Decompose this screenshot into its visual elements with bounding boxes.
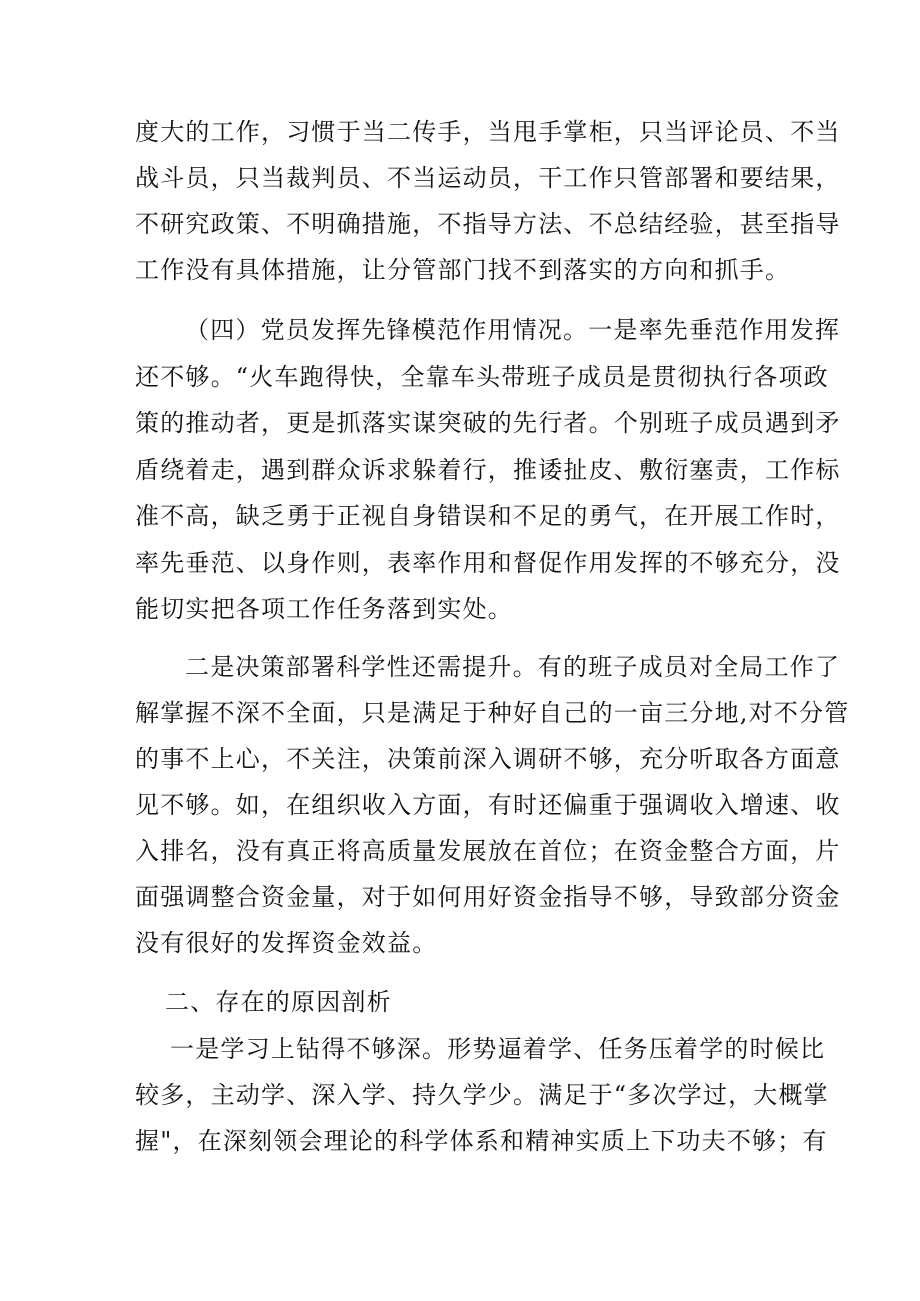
section-title: 二、存在的原因剖析 [165, 988, 392, 1016]
text-line: 盾绕着走，遇到群众诉求躲着行，推诿扯皮、敷衍塞责，工作标 [135, 456, 841, 484]
text-line: 面强调整合资金量，对于如何用好资金指导不够，导致部分资金 [135, 883, 841, 911]
text-line: 率先垂范、以身作则，表率作用和督促作用发挥的不够充分，没 [135, 549, 841, 577]
text-line: 入排名，没有真正将高质量发展放在首位；在资金整合方面，片 [135, 837, 841, 865]
section-heading-line: （四）党员发挥先锋模范作用情况。一是率先垂范作用发挥 [185, 316, 841, 344]
text-line: 没有很好的发挥资金效益。 [135, 929, 438, 957]
text-line: 工作没有具体措施，让分管部门找不到落实的方向和抓手。 [135, 256, 791, 284]
text-line: 不研究政策、不明确措施，不指导方法、不总结经验，甚至指导 [135, 210, 841, 238]
text-line: 度大的工作，习惯于当二传手，当甩手掌柜，只当评论员、不当 [135, 118, 841, 146]
paragraph-start-line: 一是学习上钻得不够深。形势逼着学、任务压着学的时候比 [170, 1035, 826, 1063]
text-line: 能切实把各项工作任务落到实处。 [135, 595, 513, 623]
text-line: 握"，在深刻领会理论的科学体系和精神实质上下功夫不够；有 [135, 1127, 828, 1155]
text-line: 见不够。如，在组织收入方面，有时还偏重于强调收入增速、收 [135, 791, 841, 819]
text-line: 还不够。“火车跑得快，全靠车头带班子成员是贯彻执行各项政 [135, 363, 829, 391]
text-line: 策的推动者，更是抓落实谋突破的先行者。个别班子成员遇到矛 [135, 409, 841, 437]
text-line: 的事不上心，不关注，决策前深入调研不够，充分听取各方面意 [135, 745, 841, 773]
text-line: 战斗员，只当裁判员、不当运动员，干工作只管部署和要结果， [135, 164, 841, 192]
paragraph-start-line: 二是决策部署科学性还需提升。有的班子成员对全局工作了 [185, 653, 841, 681]
text-line: 准不高，缺乏勇于正视自身错误和不足的勇气，在开展工作时， [135, 502, 841, 530]
text-line: 解掌握不深不全面，只是满足于种好自己的一亩三分地,对不分管 [135, 699, 850, 727]
text-line: 较多，主动学、深入学、持久学少。满足于“多次学过，大概掌 [135, 1081, 829, 1109]
